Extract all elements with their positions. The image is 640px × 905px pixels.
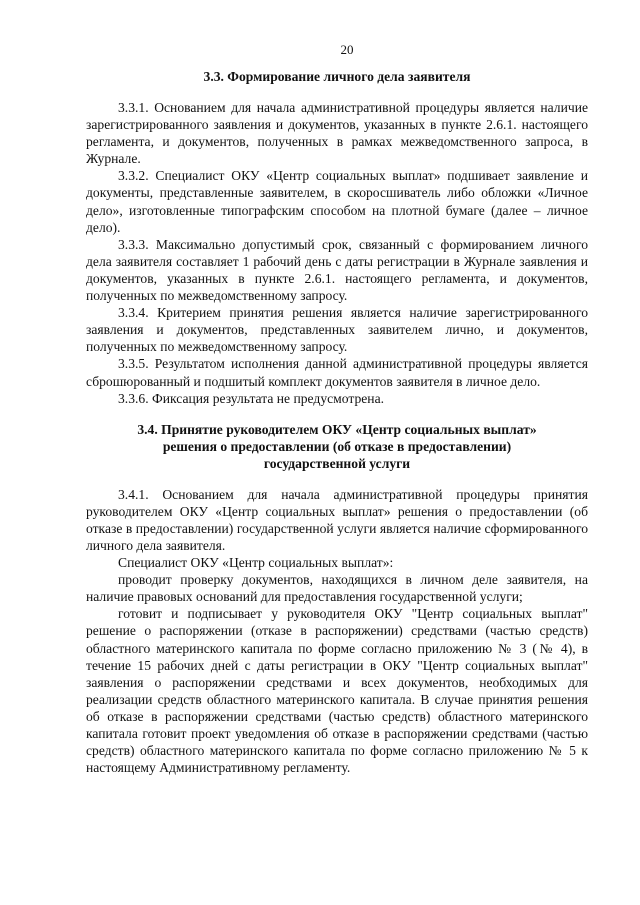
paragraph-3-3-5: 3.3.5. Результатом исполнения данной административной процедуры является сброшюрованный и подшитый комплект документов заявителя в личное дело. — [86, 356, 588, 389]
paragraph-prepare-decision: готовит и подписывает у руководителя ОКУ "Центр социальных выплат" решение о распоряжении (отказе в распоряжении) средствами (частью средств) областного материнского капитала по форме согласно приложению № 3 (№ 4), в течение 15 рабочих дней с даты регистрации в ОКУ "Центр социальных выплат" заявления о распоряжении средствами и всех документов, необходимых для реализации средств областного материнского капитала. В случае принятия решения об отказе в распоряжении средствами (частью средств) областного материнского капитала готовит проект уведомления об отказе в распоряжении средствами (частью средств) областного материнского капитала по форме согласно приложению № 5 к настоящему Административному регламенту. — [86, 606, 588, 776]
section-3-4-title-line-2: решения о предоставлении (об отказе в предоставлении) — [162, 438, 512, 454]
paragraph-3-3-6: 3.3.6. Фиксация результата не предусмотрена. — [118, 390, 385, 406]
paragraph-check-documents: проводит проверку документов, находящихся в личном деле заявителя, на наличие правовых оснований для предоставления государственной услуги; — [86, 572, 588, 605]
paragraph-3-3-4: 3.3.4. Критерием принятия решения является наличие зарегистрированного заявления и документов, представленных заявителем лично, и документов, полученных по межведомственному запросу. — [86, 305, 588, 355]
paragraph-3-3-2: 3.3.2. Специалист ОКУ «Центр социальных выплат» подшивает заявление и документы, представленные заявителем, в скоросшиватель либо обложки «Личное дело», изготовленные типографским способом на плотной бумаге (далее – личное дело). — [86, 168, 588, 235]
section-3-4-title — [86, 421, 588, 472]
section-3-4-title-line-3: государственной услуги — [263, 455, 411, 471]
section-3-3-title: 3.3. Формирование личного дела заявителя — [203, 69, 471, 84]
paragraph-3-3-3: 3.3.3. Максимально допустимый срок, связанный с формированием личного дела заявителя составляет 1 рабочий день с даты регистрации в Журнале заявления и документов, указанных в пункте 2.6.1. настоящего регламента, и документов, полученных по межведомственному запросу. — [86, 236, 588, 304]
section-3-4-title-line-1: 3.4. Принятие руководителем ОКУ «Центр социальных выплат» — [137, 421, 537, 437]
paragraph-3-4-1: 3.4.1. Основанием для начала административной процедуры принятия руководителем ОКУ «Центр социальных выплат» решения о предоставлении (об отказе в предоставлении) государственной услуги является наличие сформированного личного дела заявителя. — [86, 486, 588, 553]
paragraph-specialist: Специалист ОКУ «Центр социальных выплат»: — [118, 555, 394, 571]
page-number: 20 — [340, 42, 354, 57]
paragraph-3-3-1: 3.3.1. Основанием для начала административной процедуры является наличие зарегистрированного заявления и документов, указанных в пункте 2.6.1. настоящего регламента, и документов, полученных в рамках межведомственного запроса, в Журнале. — [86, 100, 588, 167]
